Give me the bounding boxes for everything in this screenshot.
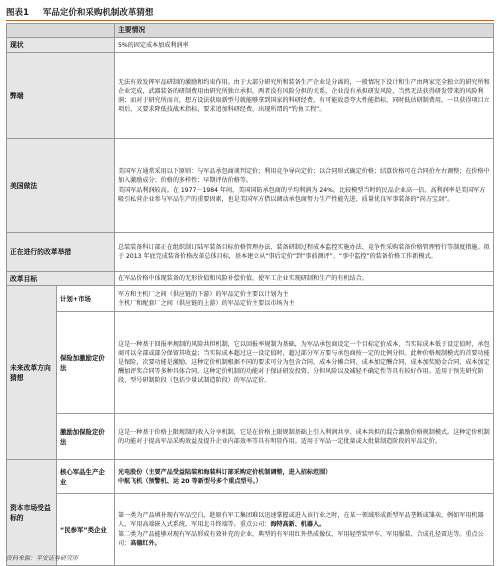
us-paragraph-2: 美国军品利润较高。在 1977－1984 年间，美国国防承包商的平均利润为 24%。比较模型当时的民品企业高一倍。高利润率是美国军方吸引私营企业参与军品生产的重要因素，也是美国军方借以调动承包商努力生产性能先进、质量优良军事装备的“尚方宝剑”。 [118,186,486,203]
market-core-line-1: 光电股份（主要产品受益陆装和海装科订部采购定价机制调整，进入招标范围） [118,468,332,476]
row-market-label: 资本市场受益标的 [7,460,57,566]
source-note: 资料来源：平安证券研究所 [6,555,79,562]
row-reform-label: 正在进行的改革举措 [7,233,115,272]
future-guarantee-label: 保险加激励定价法 [57,312,115,414]
row-drawbacks-text: 无法有效发挥军品研制的激励和约束作用。由于大部分研究所和装备生产企业是分离的，一般情况下设计和生产由两家完全独立的研究所和企业完成，武器装备的研制费用由研究所独立承担，两者没有风险分担的关系，企业没有承担研发风险，当然无法获得研发带来的风险利润；而对于研究所而言，想方设法获取新型号就能够拿到国家的科研经费，有可能故意夸大性能指标，同时低估研制费用，一旦获得项目立项后，又要求降低技战术指标，要求追加科研经费，出现所谓的“钓鱼工程”。 [115,53,494,139]
table-header-row [7,24,494,38]
row-drawbacks [7,53,494,139]
reform-table [6,23,494,566]
civil-paragraph-1-text: 第一类为产品填补现有军品空白，趁原有军工集团难以迅速掌握或进入该行业之时，在某一领域形成新型军品垄断或雏卖，例如军用机器人、军用高端嵌入式系统、军用北斗终端等。重点公司： [118,511,484,528]
row-status-text: 5%的固定成本加成利润率 [115,38,494,53]
row-future-plan [7,286,494,312]
future-plan-line-2: 主机厂和配套厂之间（供应链的上游）的军品定价主要以市场为主 [118,299,295,307]
row-goal-label: 改革目标 [7,272,115,286]
row-future-guarantee [7,312,494,414]
header-blank [7,24,115,38]
row-status [7,38,494,53]
figure-title-bar [6,6,494,21]
market-core-line-2: 中航飞机（预警机、运 20 等新型号多个重点型号。） [118,477,262,485]
civil-paragraph-1-companies: 海特高新、机器人。 [270,520,326,528]
civil-paragraph-2-companies: 高德红外。 [130,539,161,547]
figure-label: 图表1 [6,8,29,18]
figure-title: 军品定价和采购机制改革猜想 [42,8,154,18]
row-drawbacks-label: 弊端 [7,53,115,139]
future-incentive-text: 这是一种基于价格上限规制的收入分享机制，它是在价格上限规制基础上引入利润共享、成本共担的混合激励价格规制模式。这种定价机制的功能对于提高军品采购效益及提升企业内部效率等具有明显作用。适用于军品一定批量或大批量制造阶段的军品定价。 [115,414,494,460]
civil-paragraph-2-text: 第二类为产品能够对现有军品形成有效补充的企业，典型的有军用红外热成像仪、军用轻型装甲车、军用服装、合成孔径雷达等。重点公司： [118,530,484,547]
future-plan-line-1: 军方和主机厂之间（供应链的下游）的军品定价主要以计划为主 [118,290,289,298]
market-core-text [115,460,494,494]
market-core-label: 核心军品生产企业 [57,460,115,494]
row-future-incentive [7,414,494,460]
future-plan-text [115,286,494,312]
row-market-civil [7,494,494,566]
future-guarantee-text: 这是一种基于回报率规制的风险共担机制，它以回报率规制为基础，为军品承包商设定一个目标定价成本，当实际成本低于设定值时，承包商可以全部或部分保留其收益；当实际成本超过这一设定值时，超过部分军方要与承包商按一定的比例分担。此种价格规制模式的首要功能是保险，次要功能是激励。这种定价机制根据不同的要求可分为包含合同、成本分摊合同、成本加定酬合同、成本加奖励金合同、成本加定酬加评奖合同等多种具体合同。这种定价机制的功能对于保证研发投资、分担风险以及减轻不确定性等具有较好作用。适用于预先研究阶段、型号研制阶段（包括少量试制造阶段）的军品定价。 [115,312,494,414]
row-future-label: 未来改革方向猜想 [7,286,57,460]
us-paragraph-1: 美国军方通常采用以下原则：与军品承包商谈判定价；利用竞争导向定价；以合同形式确定价格；结算价格可在合同价左右调整；在价格中加入激励成分；价格的多样性；早期评估价格等。 [118,167,490,184]
future-incentive-label: 激励加保险定价法 [57,414,115,460]
civil-paragraph-2 [118,530,490,548]
row-goal [7,272,494,286]
civil-paragraph-1 [118,511,490,529]
header-main: 主要情况 [115,24,494,38]
market-civil-label: “民参军”类企业 [57,494,115,566]
future-plan-label: 计划+市场 [57,286,115,312]
row-reform-text: 总装装备科订部正在组织制订陆军装备目标价格管理办法、装备研制过程成本监控实施办法、竞争性采购装备价格管理暂行等制度措施。拟于 2013 年底完成装备价格改革总体目标，基本建立从“事后定价”到“事前测评”、“事中监控”的装备价格工作新模式。 [115,233,494,272]
market-civil-text [115,494,494,566]
row-market-core [7,460,494,494]
row-us [7,139,494,233]
row-reform [7,233,494,272]
row-status-label: 现状 [7,38,115,53]
row-goal-text: 在军品价格中体现装备的无形价值和风险补偿价值，使军工企业实现研制和生产的有机结合。 [115,272,494,286]
row-us-label: 美国做法 [7,139,115,233]
row-us-text [115,139,494,233]
